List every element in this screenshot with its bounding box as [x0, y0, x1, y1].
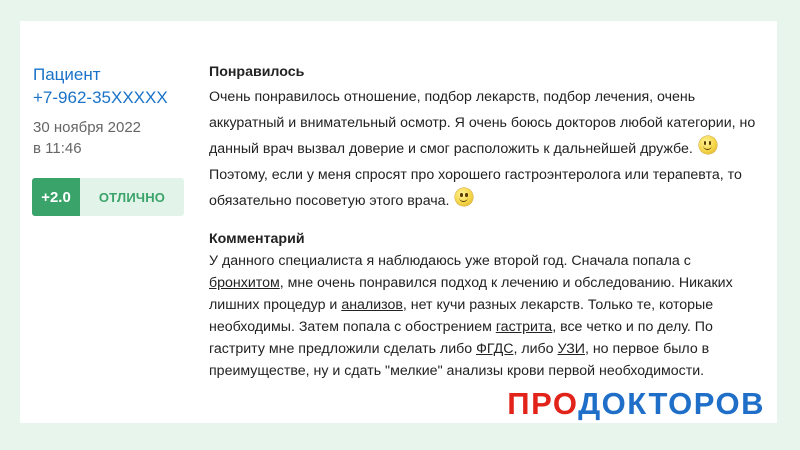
rating-badge: [32, 178, 184, 216]
comment-text-2: , мне очень понравился подход к лечению и обследованию. Никаких лишних процедур и: [209, 275, 733, 313]
liked-section: [209, 61, 769, 214]
comment-text-6: , но первое было в преимуществе, ну и сдать "мелкие" анализы крови первой необходимости.: [209, 341, 710, 379]
comment-heading: Комментарий: [209, 231, 305, 247]
author-name[interactable]: Пациент: [33, 65, 101, 84]
smiley-emoji-icon: [455, 188, 473, 206]
review-author-block: [33, 63, 193, 159]
comment-text-3: , нет кучи разных лекарств. Только те, которые необходимы. Затем попала с обострением: [209, 297, 714, 335]
liked-heading: Понравилось: [209, 64, 305, 80]
rating-label: ОТЛИЧНО: [80, 178, 184, 216]
comment-text: [209, 250, 769, 382]
comment-text-5: , либо: [513, 341, 558, 357]
comment-section: [209, 228, 769, 382]
link-fgds[interactable]: ФГДС: [476, 341, 514, 357]
link-analyses[interactable]: анализов: [341, 297, 403, 313]
review-content: [209, 61, 769, 382]
link-bronchitis[interactable]: бронхитом: [209, 275, 280, 291]
liked-text-part-1: Очень понравилось отношение, подбор лекарств, подбор лечения, очень аккуратный и внимательный осмотр. Я очень боюсь докторов любой категории, но данный врач вызвал доверие и смог расположить к дальнейшей дружбе.: [209, 89, 756, 157]
logo-part-doktorov: ДОКТОРОВ: [578, 386, 765, 421]
review-date: [33, 117, 193, 159]
comment-text-4: , все четко и по делу. По гастриту мне предложили сделать либо: [209, 319, 713, 357]
smiley-emoji-icon: [699, 136, 717, 154]
liked-text-part-2: Поэтому, если у меня спросят про хорошего гастроэнтеролога или терапевта, то обязательно посоветую этого врача.: [209, 167, 742, 209]
liked-text: [209, 84, 769, 214]
comment-text-1: У данного специалиста я наблюдаюсь уже второй год. Сначала попала с: [209, 253, 691, 269]
review-card: [20, 21, 777, 423]
author-phone[interactable]: +7-962-35XXXXX: [33, 88, 168, 107]
review-date-day: 30 ноября 2022: [33, 119, 142, 136]
review-date-time: в 11:46: [33, 140, 82, 157]
logo-part-pro: ПРО: [507, 386, 579, 421]
rating-score: +2.0: [32, 178, 80, 216]
link-uzi[interactable]: УЗИ: [557, 341, 585, 357]
prodoktorov-logo: [507, 384, 765, 424]
link-gastritis[interactable]: гастрита: [495, 319, 553, 335]
